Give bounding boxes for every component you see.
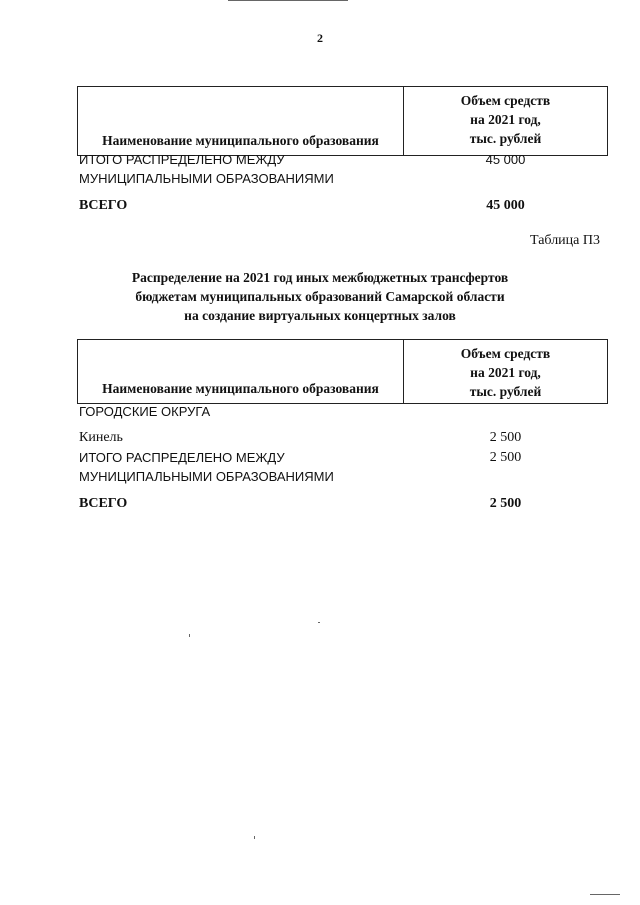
scan-artifact-dot (189, 634, 190, 637)
row-name: ИТОГО РАСПРЕДЕЛЕНО МЕЖДУ МУНИЦИПАЛЬНЫМИ ОБРАЗОВАНИЯМИ (79, 450, 334, 484)
scan-artifact-bottom (590, 894, 620, 895)
table2-header-name: Наименование муниципального образования (78, 340, 404, 403)
row-value: 2 500 (489, 496, 522, 511)
row-name: ИТОГО РАСПРЕДЕЛЕНО МЕЖДУ МУНИЦИПАЛЬНЫМИ ОБРАЗОВАНИЯМИ (79, 152, 334, 186)
row-value: 45 000 (486, 198, 525, 213)
row-name: ВСЕГО (79, 496, 128, 511)
scan-artifact-dot (318, 622, 320, 623)
row-name: ВСЕГО (79, 198, 128, 213)
table2-header-amount: Объем средств на 2021 год, тыс. рублей (460, 346, 551, 399)
row-name: ГОРОДСКИЕ ОКРУГА (79, 404, 211, 419)
row-value: 45 000 (485, 152, 526, 167)
scan-artifact-top (228, 0, 348, 1)
row-value: 2 500 (489, 430, 522, 445)
table1-header-name: Наименование муниципального образования (78, 87, 404, 155)
table2-header (77, 339, 608, 404)
table1-header-amount: Объем средств на 2021 год, тыс. рублей (460, 93, 551, 146)
section-title: Распределение на 2021 год иных межбюджетных трансфертов бюджетам муниципальных образований Самарской области на создание виртуальных концертных залов (131, 270, 509, 323)
scan-artifact-dot (254, 836, 255, 839)
row-value: 2 500 (489, 450, 522, 465)
page-number: 2 (317, 31, 323, 45)
row-name: Кинель (79, 430, 123, 445)
table1-header (77, 86, 608, 156)
table-reference: Таблица П3 (530, 233, 600, 248)
